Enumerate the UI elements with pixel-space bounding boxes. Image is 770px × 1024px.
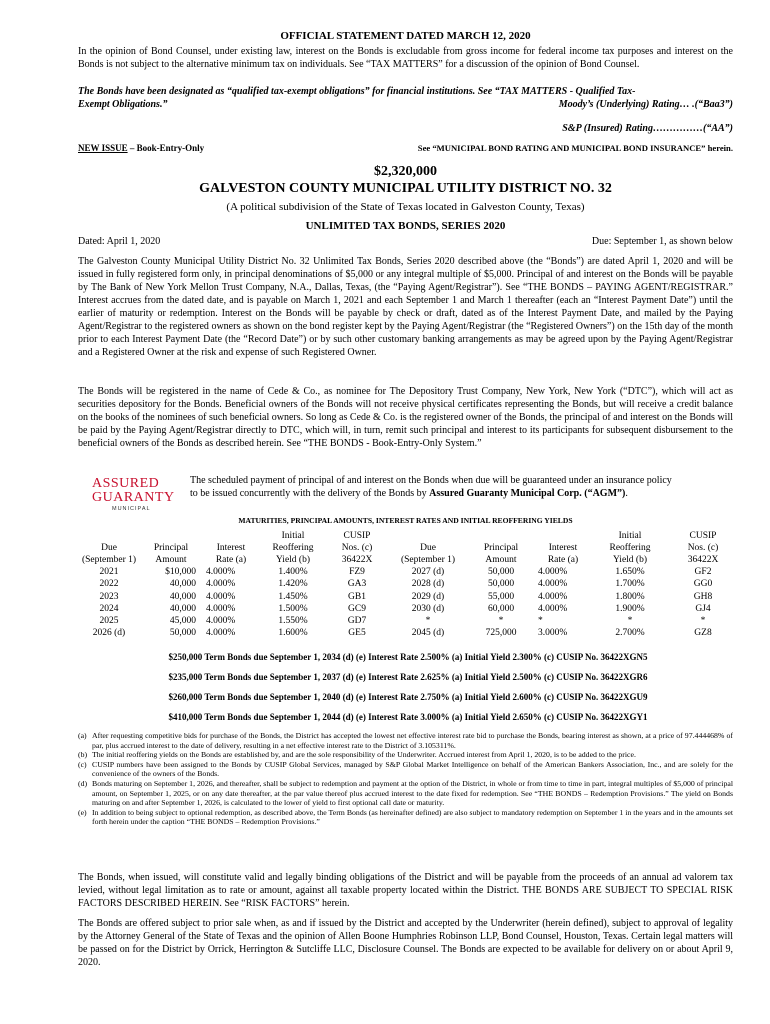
footnote-text: Bonds maturing on September 1, 2026, and thereafter, shall be subject to redemption and payment at the option of the District, in whole or from time to time in part, integral multiples of $5,000 of principal amount, on September 1, 2025, or on any date thereafter, at the par value thereof plus accrued interest to the date fixed for redemption. See “THE BONDS – Redemption Provisions.” The yield on Bonds maturing on and after September 1, 2026, is calculated to the lower of yield to first optional call date or maturity.: [92, 778, 733, 808]
table-cell: 45,000: [169, 616, 196, 627]
term-bond-line: $260,000 Term Bonds due September 1, 2040 (d) (e) Interest Rate 2.750% (a) Initial Yield 2.600% (c) CUSIP No. 36422XGU9: [168, 692, 648, 702]
sp-rating: S&P (Insured) Rating……………(“AA”): [562, 123, 733, 134]
column-header-line: Interest: [548, 543, 578, 553]
svg-text:GUARANTY: GUARANTY: [92, 490, 175, 505]
column-header-line: 36422X: [687, 555, 719, 565]
table-cell: *: [700, 616, 706, 627]
paragraph-book-entry: The Bonds will be registered in the name of Cede & Co., as nominee for The Depository Trust Company, New York, New York (“DTC”), which will act as securities depository for the Bonds. Beneficial owners of the Bonds will not receive physical certificates representing the Bonds, but will receive a credit balance on the books of the nominees of such beneficial owners. So long as Cede & Co. is the registered owner of the Bonds, the principal of and interest on the Bonds will be paid by the Paying Agent/Registrar directly to DTC, which will, in turn, remit such principal and interest to its participants for subsequent disbursement to the beneficial owners of the Bonds as described herein. See “THE BONDS - Book-Entry-Only System.”: [78, 386, 733, 449]
table-cell: 4.000%: [206, 628, 236, 639]
paragraph-offering: The Bonds are offered subject to prior sale when, as and if issued by the District and accepted by the Underwriter (herein defined), subject to approval of legality by the Attorney General of the State of Texas and the opinion of Allen Boone Humphries Robinson LLP, Bond Counsel, Houston, Texas. Certain legal matters will be passed on for the District by Orrick, Herrington & Sutcliffe LLC, Disclosure Counsel. The Bonds are expected to be available for delivery on or about April 9, 2020.: [78, 918, 733, 968]
footnote: [78, 750, 733, 760]
column-header-line: Nos. (c): [687, 543, 719, 553]
column-header-line: Reoffering: [609, 543, 651, 553]
column-header-line: Yield (b): [612, 555, 648, 565]
table-cell: 1.420%: [278, 579, 308, 590]
moodys-rating: Moody’s (Underlying) Rating… .(“Baa3”): [558, 99, 733, 110]
table-body: [78, 566, 738, 640]
table-cell: 2023: [99, 591, 119, 602]
designation-line-1: The Bonds have been designated as “qualified tax-exempt obligations” for financial institutions. See “TAX MATTERS - Qualified Tax-: [78, 86, 636, 97]
table-cell: 40,000: [169, 603, 196, 614]
footnotes: [78, 731, 733, 827]
table-cell: 4.000%: [206, 567, 236, 577]
table-cell: *: [425, 616, 431, 627]
column-header-line: Rate (a): [215, 555, 247, 565]
column-header: [202, 530, 260, 566]
column-header: [534, 530, 592, 566]
footnote: [78, 779, 733, 808]
table-cell: 60,000: [487, 603, 515, 614]
table-cell: 4.000%: [538, 567, 568, 577]
table-cell: GE5: [348, 628, 366, 639]
insurance-statement: [190, 474, 735, 500]
table-cell: 2027 (d): [411, 567, 445, 577]
table-cell: 2022: [99, 579, 119, 590]
column-header-line: CUSIP: [343, 531, 371, 541]
table-cell: GA3: [347, 579, 367, 590]
table-row: [78, 591, 738, 603]
table-header-row: [78, 530, 738, 566]
issuer-subtitle: (A political subdivision of the State of Texas located in Galveston County, Texas): [226, 201, 585, 213]
insurance-line-1: The scheduled payment of principal of and interest on the Bonds when due will be guaranteed under an insurance policy: [190, 475, 672, 486]
column-header-line: Amount: [485, 555, 517, 565]
table-cell: GZ8: [694, 628, 712, 639]
table-cell: 4.000%: [206, 591, 236, 602]
footnote-key: (e): [78, 807, 87, 817]
book-entry-text: – Book-Entry-Only: [127, 143, 205, 153]
table-cell: 1.500%: [278, 603, 308, 614]
tax-opinion-paragraph: In the opinion of Bond Counsel, under existing law, interest on the Bonds is excludable from gross income for federal income tax purposes and interest on the Bonds is not subject to the alternative minimum tax on individuals. See “TAX MATTERS” for a discussion of the opinion of Bond Counsel.: [78, 46, 733, 70]
column-header-line: [388, 530, 468, 542]
table-cell: GF2: [694, 567, 712, 577]
column-header: [468, 530, 534, 566]
table-cell: 40,000: [169, 591, 196, 602]
column-header-line: Reoffering: [272, 543, 314, 553]
insurer-name: Assured Guaranty Municipal Corp. (“AGM”): [429, 488, 626, 499]
column-header-line: [202, 530, 260, 542]
column-header-line: 36422X: [341, 555, 373, 565]
new-issue-label: [78, 143, 338, 154]
table-cell: *: [538, 616, 543, 627]
svg-text:ASSURED: ASSURED: [92, 476, 160, 491]
table-cell: GG0: [693, 579, 713, 590]
footnote-key: (b): [78, 750, 88, 760]
assured-guaranty-logo: [90, 474, 186, 512]
insurance-line-2-end: .: [625, 488, 628, 499]
table-cell: 2021: [99, 567, 119, 577]
term-bond-line: $235,000 Term Bonds due September 1, 2037 (d) (e) Interest Rate 2.625% (a) Initial Yield 2.500% (c) CUSIP No. 36422XGR6: [168, 672, 648, 682]
assured-guaranty-logo-graphic: [90, 474, 186, 512]
maturities-grid: [78, 530, 738, 640]
table-cell: 4.000%: [206, 603, 236, 614]
table-row: [78, 615, 738, 627]
due-date: Due: September 1, as shown below: [591, 236, 733, 247]
svg-text:MUNICIPAL: MUNICIPAL: [112, 506, 151, 512]
column-header-line: Principal: [483, 543, 519, 553]
maturities-table: [78, 530, 738, 640]
column-header-line: Due: [101, 543, 117, 553]
designation-line-2: Exempt Obligations.”: [78, 99, 168, 110]
table-cell: 2025: [99, 616, 119, 627]
maturities-heading: MATURITIES, PRINCIPAL AMOUNTS, INTEREST RATES AND INITIAL REOFFERING YIELDS: [238, 516, 573, 525]
column-header-line: CUSIP: [689, 531, 717, 541]
table-cell: 1.450%: [278, 591, 308, 602]
insurance-line-2-text: to be issued concurrently with the delivery of the Bonds by: [190, 488, 430, 499]
table-cell: 4.000%: [538, 579, 568, 590]
table-cell: GJ4: [695, 603, 711, 614]
document-title: OFFICIAL STATEMENT DATED MARCH 12, 2020: [280, 30, 531, 42]
column-header-line: [468, 530, 534, 542]
table-cell: 2024: [99, 603, 119, 614]
table-cell: 2029 (d): [411, 591, 445, 602]
table-cell: 2030 (d): [411, 603, 445, 614]
table-cell: 50,000: [487, 579, 515, 590]
column-header-line: Nos. (c): [341, 543, 373, 553]
column-header-line: Interest: [216, 543, 246, 553]
column-header-line: Initial: [618, 531, 642, 541]
table-cell: 4.000%: [206, 579, 236, 590]
table-cell: $10,000: [165, 567, 196, 577]
paragraph-bonds-description: The Galveston County Municipal Utility District No. 32 Unlimited Tax Bonds, Series 2020 described above (the “Bonds”) are dated April 1, 2020 and will be issued in fully registered form only, in principal denominations of $5,000 or any integral multiple of $5,000. Principal of and interest on the Bonds will be payable by The Bank of New York Mellon Trust Company, N.A., Dallas, Texas, (the “Paying Agent/Registrar”). See “THE BONDS – PAYING AGENT/REGISTRAR.” Interest accrues from the dated date, and is payable on March 1, 2021 and each September 1 and March 1 thereafter (each an “Interest Payment Date”) until the earlier of maturity or redemption. Interest on the Bonds will be payable by check or draft, dated as of the Interest Payment Date, and mailed by the Paying Agent/Registrar to the registered owners as shown on the bond register kept by the Paying Agent/Registrar (the “Registered Owners”) on the 15th day of the month prior to each Interest Payment Date (the “Record Date”) or by such other customary banking arrangements as may be agreed upon by the Paying Agent/Registrar and a Registered Owner at the risk and expense of such Registered Owner.: [78, 256, 733, 358]
table-cell: 2026 (d): [92, 628, 126, 639]
column-header: [668, 530, 738, 566]
column-header-line: (September 1): [400, 555, 456, 565]
rating-reference: See “MUNICIPAL BOND RATING AND MUNICIPAL BOND INSURANCE” herein.: [417, 143, 733, 153]
footnote: [78, 760, 733, 779]
column-header-line: Initial: [281, 531, 305, 541]
table-cell: 1.800%: [615, 591, 645, 602]
column-header: [388, 530, 468, 566]
table-row: [78, 603, 738, 615]
footnote: [78, 731, 733, 750]
column-header: [592, 530, 668, 566]
column-header-line: [140, 530, 202, 542]
table-cell: 50,000: [169, 628, 196, 639]
column-header: [260, 530, 326, 566]
table-cell: 50,000: [487, 567, 515, 577]
series-title: UNLIMITED TAX BONDS, SERIES 2020: [305, 220, 506, 232]
paragraph-security: The Bonds, when issued, will constitute valid and legally binding obligations of the District and will be payable from the proceeds of an annual ad valorem tax levied, without legal limitation as to rate or amount, against all taxable property located within the District. THE BONDS ARE SUBJECT TO SPECIAL RISK FACTORS DESCRIBED HEREIN. See “RISK FACTORS” herein.: [78, 872, 733, 909]
table-cell: 725,000: [485, 628, 517, 639]
column-header: [78, 530, 140, 566]
table-row: [78, 578, 738, 590]
table-cell: 2028 (d): [411, 579, 445, 590]
column-header-line: [78, 530, 140, 542]
column-header-line: Due: [420, 543, 436, 553]
table-cell: 4.000%: [538, 591, 568, 602]
column-header-line: Principal: [153, 543, 189, 553]
table-row: [78, 566, 738, 578]
table-cell: 1.400%: [278, 567, 308, 577]
footnote-text: The initial reoffering yields on the Bonds are established by, and are the sole responsibility of the Underwriter. Accrued interest from April 1, 2020, is to be added to the price.: [92, 750, 636, 760]
footnote-text: In addition to being subject to optional redemption, as described above, the Term Bonds (as hereinafter defined) are also subject to mandatory redemption on September 1 in the years and in the amounts set forth herein under the caption “THE BONDS – Redemption Provisions.”: [92, 807, 733, 827]
table-cell: GC9: [348, 603, 366, 614]
table-cell: 2.700%: [615, 628, 645, 639]
column-header: [140, 530, 202, 566]
issue-amount: $2,320,000: [374, 164, 437, 179]
column-header-line: Yield (b): [275, 555, 311, 565]
term-bond-line: $410,000 Term Bonds due September 1, 2044 (d) (e) Interest Rate 3.000% (a) Initial Yield 2.650% (c) CUSIP No. 36422XGY1: [168, 712, 648, 722]
table-cell: 1.700%: [615, 579, 645, 590]
table-cell: GD7: [347, 616, 367, 627]
table-cell: FZ9: [349, 567, 365, 577]
table-cell: *: [498, 616, 504, 627]
table-cell: 4.000%: [206, 616, 236, 627]
table-cell: 55,000: [487, 591, 515, 602]
table-cell: 3.000%: [538, 628, 568, 639]
footnote-key: (a): [78, 731, 87, 740]
table-cell: GB1: [348, 591, 366, 602]
column-header: [326, 530, 388, 566]
insurance-line-2: [190, 487, 735, 500]
column-header-line: Amount: [155, 555, 187, 565]
table-cell: 4.000%: [538, 603, 568, 614]
table-cell: 40,000: [169, 579, 196, 590]
table-cell: 1.600%: [278, 628, 308, 639]
new-issue-text: NEW ISSUE: [78, 143, 128, 153]
column-header-line: (September 1): [81, 555, 137, 565]
table-cell: GH8: [693, 591, 713, 602]
dated-date: Dated: April 1, 2020: [78, 236, 161, 247]
footnote-text: CUSIP numbers have been assigned to the Bonds by CUSIP Global Services, managed by S&P Global Market Intelligence on behalf of the American Bankers Association, Inc., and are solely for the convenience of the owners of the Bonds.: [92, 759, 733, 779]
footnote-text: After requesting competitive bids for purchase of the Bonds, the District has accepted the lowest net effective interest rate bid to purchase the Bonds, bearing interest as shown, at a price of 97.444468% of par, plus accrued interest to the date of delivery, resulting in a net effective interest rate to the District of 3.105311%.: [92, 731, 733, 750]
column-header-line: Rate (a): [547, 555, 579, 565]
table-cell: 2045 (d): [411, 628, 445, 639]
table-cell: 1.550%: [278, 616, 308, 627]
term-bond-line: $250,000 Term Bonds due September 1, 2034 (d) (e) Interest Rate 2.500% (a) Initial Yield 2.300% (c) CUSIP No. 36422XGN5: [168, 652, 648, 662]
table-cell: 1.900%: [615, 603, 645, 614]
table-cell: 1.650%: [615, 567, 645, 577]
issuer-name: GALVESTON COUNTY MUNICIPAL UTILITY DISTRICT NO. 32: [199, 181, 612, 196]
footnote-key: (d): [78, 778, 88, 788]
table-row: [78, 627, 738, 639]
footnote-key: (c): [78, 759, 87, 769]
footnote: [78, 808, 733, 827]
table-cell: *: [627, 616, 633, 627]
column-header-line: [534, 530, 592, 542]
